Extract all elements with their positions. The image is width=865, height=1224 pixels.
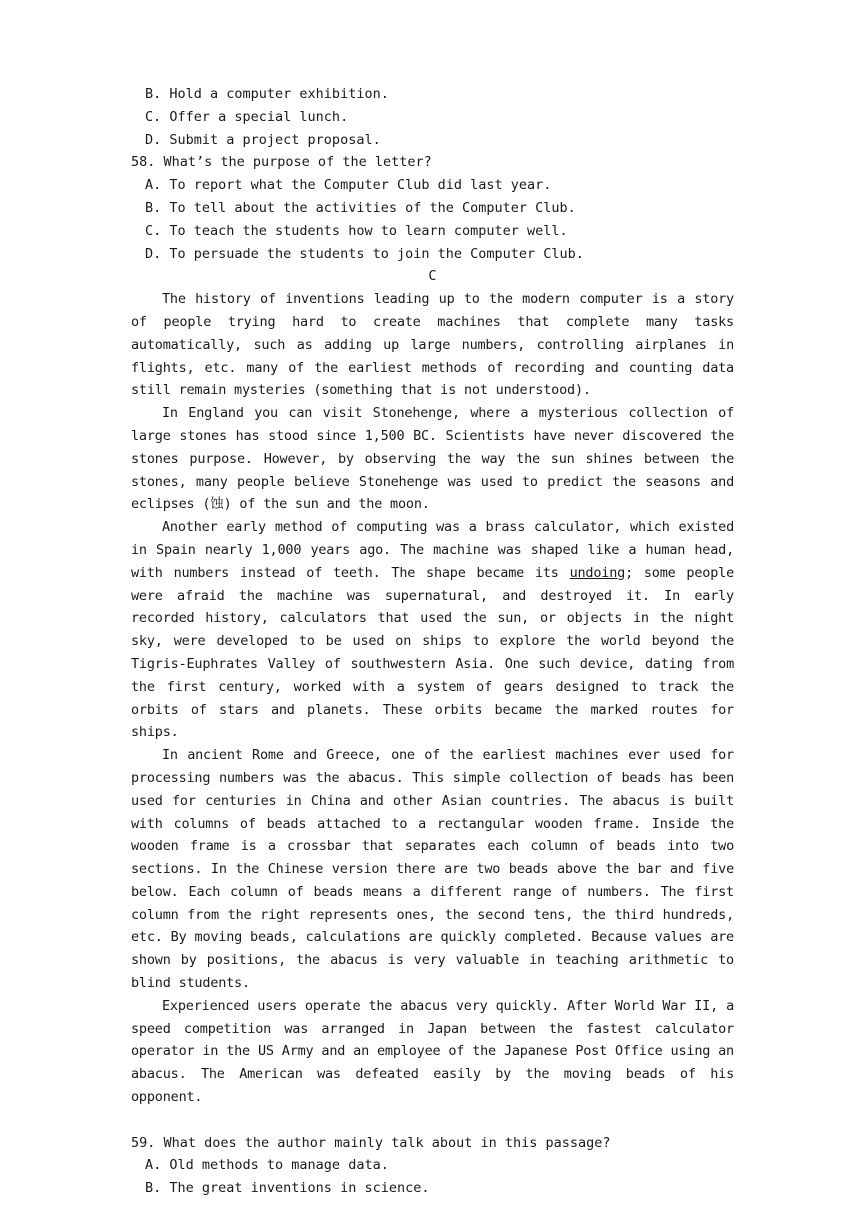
question-stem: 59. What does the author mainly talk about in this passage? (131, 1134, 611, 1151)
option-a: A. To report what the Computer Club did last year. (145, 177, 552, 194)
section-heading: C (428, 268, 437, 285)
passage-paragraph-1: The history of inventions leading up to the modern computer is a story of people trying hard to create machines that complete many tasks automatically, such as adding up large numbers, controlling airplanes in flights, etc. many of the earliest methods of recording and counting data still remain mysteries (something that is not understood). (131, 291, 734, 399)
question-59 (131, 1132, 734, 1200)
passage-paragraph-3 (131, 516, 734, 744)
reading-passage (131, 288, 734, 1109)
option-d: D. To persuade the students to join the Computer Club. (145, 245, 584, 262)
passage-paragraph-2: In England you can visit Stonehenge, where a mysterious collection of large stones has stood since 1,500 BC. Scientists have never discovered the stones purpose. However, by observing the way the sun shines between the stones, many people believe Stonehenge was used to predict the seasons and eclipses (蚀) of the sun and the moon. (131, 405, 734, 513)
paragraph-text: ; some people were afraid the machine was supernatural, and destroyed it. In early recorded history, calculators that used the sun, or objects in the night sky, were developed to be used on ships to explore the world beyond the Tigris-Euphrates Valley of southwestern Asia. One such device, dating from the first century, worked with a system of gears designed to track the orbits of stars and planets. These orbits became the marked routes for ships. (131, 564, 734, 741)
option-b: B. Hold a computer exhibition. (145, 86, 389, 102)
question-stem: 58. What’s the purpose of the letter? (131, 154, 432, 171)
previous-question-options (131, 83, 734, 151)
passage-paragraph-5: Experienced users operate the abacus very quickly. After World War II, a speed competition was arranged in Japan between the fastest calculator operator in the US Army and an employee of the Japanese Post Office using an abacus. The American was defeated easily by the moving beads of his opponent. (131, 997, 734, 1106)
question-58 (131, 151, 734, 265)
underlined-word: undoing (569, 564, 626, 581)
option-a: A. Old methods to manage data. (145, 1157, 389, 1174)
option-c: C. Offer a special lunch. (145, 108, 349, 125)
paragraph-text: Another early method of computing was a brass calculator, which existed in Spain nearly 1,000 years ago. The machine was shaped like a human head, with numbers instead of teeth. The shape became its (131, 519, 734, 581)
option-d: D. Submit a project proposal. (145, 131, 381, 148)
option-b: B. To tell about the activities of the Computer Club. (145, 199, 576, 216)
option-c: C. To teach the students how to learn computer well. (145, 222, 568, 239)
option-b: B. The great inventions in science. (145, 1180, 430, 1197)
blank-line (131, 1109, 734, 1132)
passage-paragraph-4: In ancient Rome and Greece, one of the earliest machines ever used for processing numbers was the abacus. This simple collection of beads has been used for centuries in China and other Asian countries. The abacus is built with columns of beads attached to a rectangular wooden frame. Inside the wooden frame is a crossbar that separates each column of beads into two sections. In the Chinese version there are two beads above the bar and five below. Each column of beads means a different range of numbers. The first column from the right represents ones, the second tens, the third hundreds, etc. By moving beads, calculations are quickly completed. Because values are shown by positions, the abacus is very valuable in teaching arithmetic to blind students. (131, 747, 734, 992)
exam-page (131, 83, 734, 1200)
